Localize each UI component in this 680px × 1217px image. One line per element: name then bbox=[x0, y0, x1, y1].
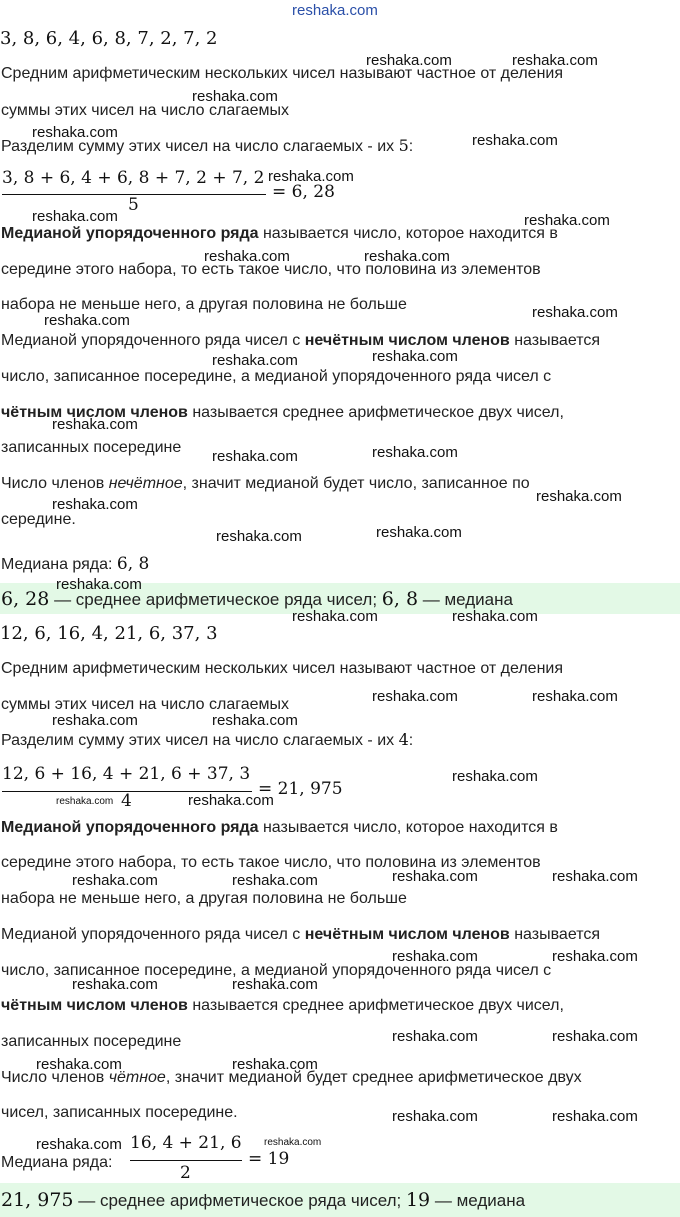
watermark: reshaka.com bbox=[72, 872, 158, 889]
watermark: reshaka.com bbox=[36, 1056, 122, 1073]
watermark: reshaka.com bbox=[364, 248, 450, 265]
task2-median-def-line1: Медианой упорядоченного ряда называется число, которое находится в bbox=[1, 819, 558, 836]
watermark: reshaka.com bbox=[372, 348, 458, 365]
watermark: reshaka.com bbox=[452, 768, 538, 785]
watermark: reshaka.com bbox=[552, 1028, 638, 1045]
task1-median-def-line1: Медианой упорядоченного ряда называется число, которое находится в bbox=[1, 225, 558, 242]
task1-answer: 6, 28 — среднее арифметическое ряда чисел; 6, 8 — медиана bbox=[1, 588, 513, 610]
watermark: reshaka.com bbox=[52, 416, 138, 433]
task2-divide-text: Разделим сумму этих чисел на число слагаемых - их 4: bbox=[1, 730, 414, 749]
task2-answer: 21, 975 — среднее арифметическое ряда чисел; 19 — медиана bbox=[1, 1189, 526, 1211]
watermark: reshaka.com bbox=[72, 976, 158, 993]
watermark: reshaka.com bbox=[392, 948, 478, 965]
watermark: reshaka.com bbox=[212, 352, 298, 369]
task1-mean-definition-line2: суммы этих чисел на число слагаемых bbox=[1, 102, 290, 119]
task2-median-def-line7: записанных посередине bbox=[1, 1033, 182, 1050]
watermark: reshaka.com bbox=[232, 976, 318, 993]
watermark: reshaka.com bbox=[376, 524, 462, 541]
watermark: reshaka.com bbox=[292, 608, 378, 625]
task2-mean-definition-line2: суммы этих чисел на число слагаемых bbox=[1, 696, 290, 713]
watermark: reshaka.com bbox=[188, 792, 274, 809]
watermark: reshaka.com bbox=[232, 872, 318, 889]
watermark: reshaka.com bbox=[532, 304, 618, 321]
watermark: reshaka.com bbox=[372, 688, 458, 705]
watermark: reshaka.com bbox=[212, 448, 298, 465]
task2-fraction-denominator: 4 bbox=[121, 791, 132, 811]
watermark: reshaka.com bbox=[56, 796, 114, 807]
watermark: reshaka.com bbox=[392, 1028, 478, 1045]
task2-median-def-line3: набора не меньше него, а другая половина не больше bbox=[1, 890, 407, 907]
task1-median-def-line7: записанных посередине bbox=[1, 439, 182, 456]
watermark: reshaka.com bbox=[392, 868, 478, 885]
watermark: reshaka.com bbox=[44, 312, 130, 329]
task1-numbers: 3, 8, 6, 4, 6, 8, 7, 2, 7, 2 bbox=[0, 28, 218, 49]
watermark: reshaka.com bbox=[52, 712, 138, 729]
task2-answer-bar bbox=[0, 1183, 680, 1217]
watermark: reshaka.com bbox=[552, 868, 638, 885]
watermark: reshaka.com bbox=[212, 712, 298, 729]
watermark: reshaka.com bbox=[292, 2, 378, 19]
watermark: reshaka.com bbox=[366, 52, 452, 69]
watermark: reshaka.com bbox=[204, 248, 290, 265]
task2-even-count-line2: чисел, записанных посередине. bbox=[1, 1104, 238, 1121]
watermark: reshaka.com bbox=[452, 608, 538, 625]
task2-even-count-line1: Число членов чётное, значит медианой будет среднее арифметическое двух bbox=[1, 1069, 582, 1086]
task1-median-line: Медиана ряда: 6, 8 bbox=[1, 554, 150, 574]
watermark: reshaka.com bbox=[512, 52, 598, 69]
watermark: reshaka.com bbox=[264, 1137, 322, 1148]
task2-mean-result: = 21, 975 bbox=[258, 779, 343, 799]
task2-median-def-line2: середине этого набора, то есть такое число, что половина из элементов bbox=[1, 854, 541, 871]
watermark: reshaka.com bbox=[216, 528, 302, 545]
task1-median-def-line3: набора не меньше него, а другая половина не больше bbox=[1, 296, 407, 313]
task1-median-def-line2: середине этого набора, то есть такое число, что половина из элементов bbox=[1, 261, 541, 278]
watermark: reshaka.com bbox=[36, 1136, 122, 1153]
task2-median-numerator: 16, 4 + 21, 6 bbox=[130, 1133, 242, 1153]
watermark: reshaka.com bbox=[524, 212, 610, 229]
task2-median-result: = 19 bbox=[248, 1149, 290, 1169]
task2-median-label: Медиана ряда: bbox=[1, 1154, 113, 1171]
task2-median-def-line4: Медианой упорядоченного ряда чисел с нечётным числом членов называется bbox=[1, 926, 600, 943]
task1-odd-count-line2: середине. bbox=[1, 511, 76, 528]
task2-median-denominator: 2 bbox=[180, 1163, 191, 1183]
watermark: reshaka.com bbox=[532, 688, 618, 705]
watermark: reshaka.com bbox=[32, 124, 118, 141]
task1-median-def-line6: чётным числом членов называется среднее арифметическое двух чисел, bbox=[1, 404, 564, 421]
watermark: reshaka.com bbox=[56, 576, 142, 593]
task1-mean-result: = 6, 28 bbox=[272, 182, 335, 202]
task1-fraction-numerator: 3, 8 + 6, 4 + 6, 8 + 7, 2 + 7, 2 bbox=[2, 168, 265, 188]
watermark: reshaka.com bbox=[472, 132, 558, 149]
task1-fraction-denominator: 5 bbox=[128, 195, 139, 215]
watermark: reshaka.com bbox=[392, 1108, 478, 1125]
task2-median-def-line5: число, записанное посередине, а медианой упорядоченного ряда чисел с bbox=[1, 962, 552, 979]
task1-median-def-line5: число, записанное посередине, а медианой упорядоченного ряда чисел с bbox=[1, 368, 552, 385]
watermark: reshaka.com bbox=[268, 168, 354, 185]
task2-median-fraction-bar bbox=[130, 1160, 242, 1161]
task2-fraction-numerator: 12, 6 + 16, 4 + 21, 6 + 37, 3 bbox=[2, 764, 251, 784]
watermark: reshaka.com bbox=[536, 488, 622, 505]
watermark: reshaka.com bbox=[52, 496, 138, 513]
watermark: reshaka.com bbox=[372, 444, 458, 461]
watermark: reshaka.com bbox=[552, 1108, 638, 1125]
task1-odd-count-line1: Число членов нечётное, значит медианой будет число, записанное по bbox=[1, 475, 530, 492]
task1-median-def-line4: Медианой упорядоченного ряда чисел с нечётным числом членов называется bbox=[1, 332, 600, 349]
task2-numbers: 12, 6, 16, 4, 21, 6, 37, 3 bbox=[0, 623, 218, 644]
watermark: reshaka.com bbox=[232, 1056, 318, 1073]
task2-median-def-line6: чётным числом членов называется среднее арифметическое двух чисел, bbox=[1, 997, 564, 1014]
task2-mean-definition-line1: Средним арифметическим нескольких чисел называют частное от деления bbox=[1, 660, 564, 677]
task1-mean-definition-line1: Средним арифметическим нескольких чисел называют частное от деления bbox=[1, 65, 564, 82]
watermark: reshaka.com bbox=[552, 948, 638, 965]
watermark: reshaka.com bbox=[32, 208, 118, 225]
task1-divide-text: Разделим сумму этих чисел на число слагаемых - их 5: bbox=[1, 136, 414, 155]
watermark: reshaka.com bbox=[192, 88, 278, 105]
